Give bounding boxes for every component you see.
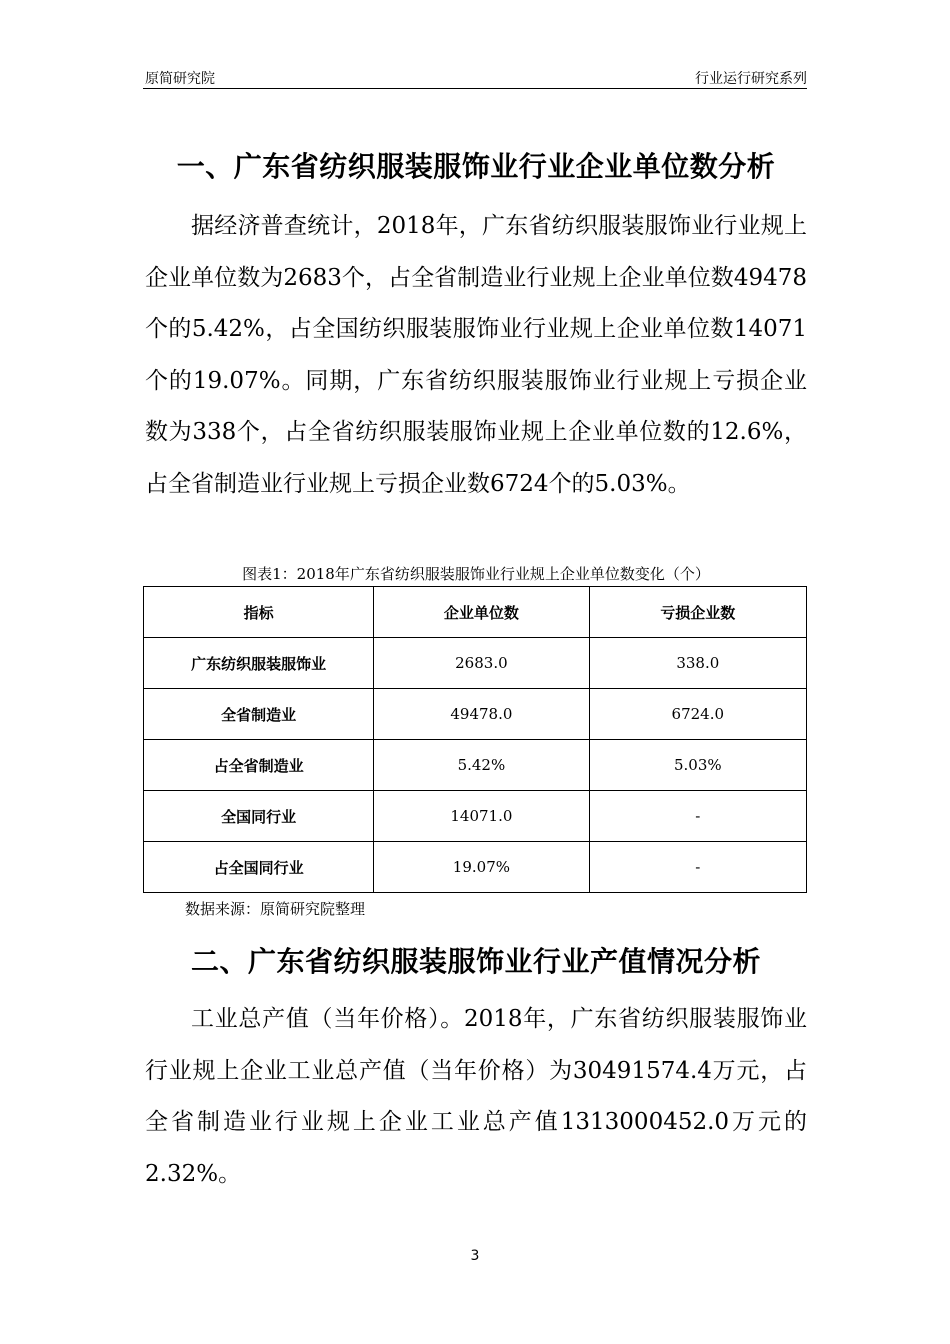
table-cell: 19.07%	[374, 842, 589, 893]
section2-heading: 二、广东省纺织服装服饰业行业产值情况分析	[190, 945, 761, 978]
table-caption: 图表1：2018年广东省纺织服装服饰业行业规上企业单位数变化（个）	[242, 565, 710, 583]
row-label: 全省制造业	[144, 689, 374, 740]
row-label: 占全国同行业	[144, 842, 374, 893]
table-cell: -	[589, 791, 806, 842]
table-cell: 6724.0	[589, 689, 806, 740]
table-header-row	[144, 587, 807, 638]
column-header: 亏损企业数	[589, 587, 806, 638]
table-cell: 338.0	[589, 638, 806, 689]
section1-heading: 一、广东省纺织服装服饰业行业企业单位数分析	[176, 150, 776, 183]
table-row	[144, 689, 807, 740]
table-source-note: 数据来源：原简研究院整理	[185, 900, 366, 918]
enterprise-count-table	[143, 586, 807, 893]
table-cell: 49478.0	[374, 689, 589, 740]
table-cell: -	[589, 842, 806, 893]
table-cell: 5.42%	[374, 740, 589, 791]
section1-paragraph: 据经济普查统计，2018年，广东省纺织服装服饰业行业规上企业单位数为2683个，占全省制造业行业规上企业单位数49478个的5.42%，占全国纺织服装服饰业行业规上企业单位数14071个的19.07%。同期，广东省纺织服装服饰业行业规上亏损企业数为338个，占全省纺织服装服饰业规上企业单位数的12.6%，占全省制造业行业规上亏损企业数6724个的5.03%。	[145, 213, 807, 497]
table-row	[144, 791, 807, 842]
table-row	[144, 638, 807, 689]
table-cell: 14071.0	[374, 791, 589, 842]
row-label: 广东纺织服装服饰业	[144, 638, 374, 689]
table-cell: 5.03%	[589, 740, 806, 791]
header-org-name: 原简研究院	[145, 71, 215, 87]
row-label: 全国同行业	[144, 791, 374, 842]
table-row	[144, 842, 807, 893]
table-cell: 2683.0	[374, 638, 589, 689]
row-label: 占全省制造业	[144, 740, 374, 791]
header-series-name: 行业运行研究系列	[695, 71, 807, 87]
table-row	[144, 740, 807, 791]
header-divider	[143, 88, 807, 89]
column-header: 企业单位数	[374, 587, 589, 638]
column-header: 指标	[144, 587, 374, 638]
section2-paragraph: 工业总产值（当年价格）。2018年，广东省纺织服装服饰业行业规上企业工业总产值（当年价格）为30491574.4万元，占全省制造业行业规上企业工业总产值1313000452.0万元的2.32%。	[145, 1006, 807, 1187]
page-number: 3	[470, 1248, 480, 1264]
